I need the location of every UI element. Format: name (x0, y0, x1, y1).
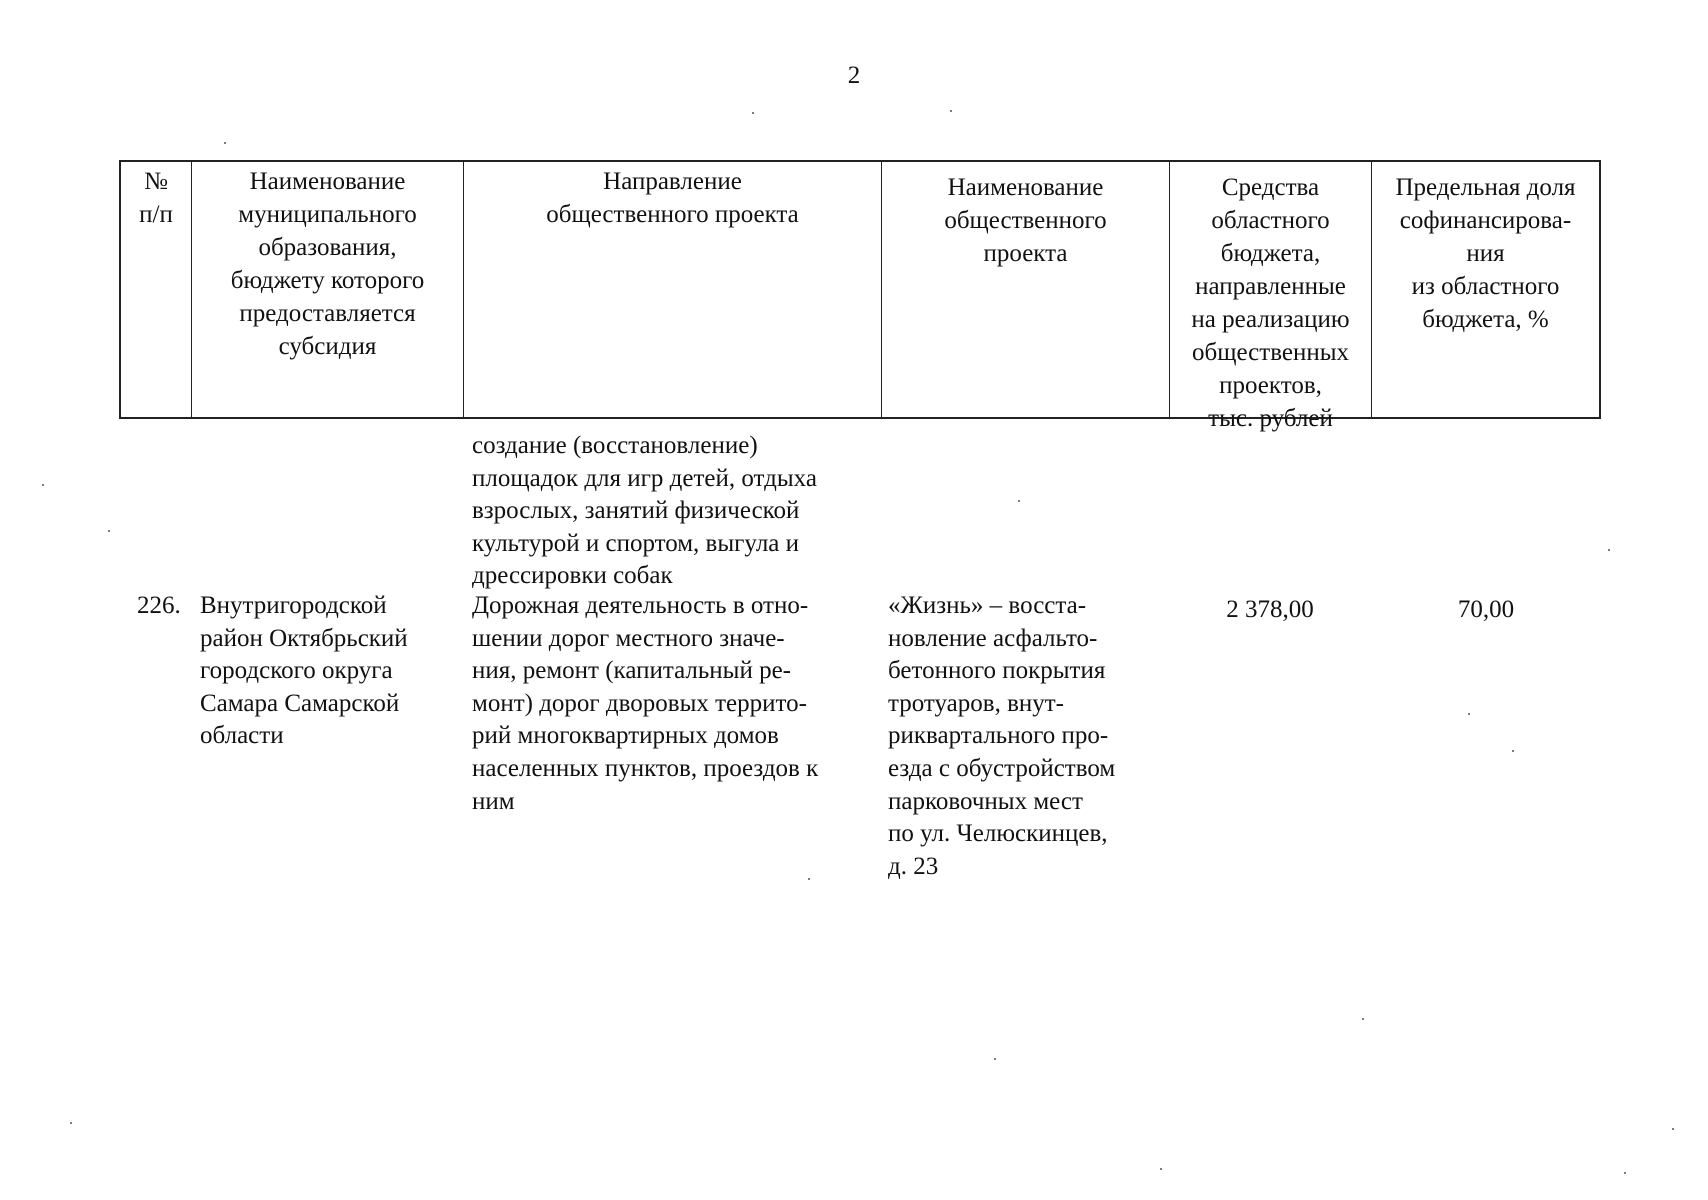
scan-speck (1362, 1018, 1364, 1020)
scan-speck (1672, 1128, 1674, 1130)
header-col-project: Наименование общественного проекта (882, 162, 1170, 417)
table-header (119, 160, 1601, 432)
row-municipality: Внутригородской район Октябрьский городского округа Самара Самарской области (200, 592, 408, 750)
header-col-municipality: Наименование муниципального образования, бюджету которого предоставляется субсидия (192, 162, 464, 417)
header-col-number: № п/п (121, 162, 192, 417)
scan-speck (950, 110, 952, 112)
row-number: 226. (137, 592, 181, 619)
scan-speck (42, 484, 44, 486)
scan-speck (1624, 1172, 1626, 1174)
scan-speck (994, 1058, 996, 1060)
scan-speck (224, 142, 226, 144)
header-col-funds: Средства областного бюджета, направленные на реализацию общественных проектов, тыс. рублей (1170, 162, 1372, 417)
header-col-direction: Направление общественного проекта (464, 162, 882, 417)
scan-speck (1018, 500, 1020, 502)
row-share: 70,00 (1457, 596, 1515, 623)
scan-speck (1512, 750, 1514, 752)
row-funds: 2 378,00 (1226, 596, 1314, 623)
scan-speck (1468, 713, 1470, 715)
scan-speck (808, 878, 810, 880)
scan-speck (752, 112, 754, 114)
continued-direction-text: создание (восстановление) площадок для игр детей, отдыха взрослых, занятий физической культурой и спортом, выгула и дрессировки собак (472, 432, 817, 590)
scan-speck (1160, 1168, 1162, 1170)
scan-speck (1608, 549, 1610, 551)
scan-speck (70, 1122, 72, 1124)
scan-speck (108, 530, 110, 532)
row-project-name: «Жизнь» – восста- новление асфальто- бетонного покрытия тротуаров, внут- риквартального про- езда с обустройством парковочных мест по ул. Челюскинцев, д. 23 (888, 592, 1116, 880)
row-direction: Дорожная деятельность в отно- шении дорог местного значе- ния, ремонт (капитальный ре- монт) дорог дворовых террито- рий многоквартирных домов населенных пунктов, проездов к ним (472, 592, 819, 815)
header-col-share: Предельная доля софинансирова- ния из областного бюджета, % (1395, 174, 1576, 333)
page-number: 2 (847, 62, 861, 89)
